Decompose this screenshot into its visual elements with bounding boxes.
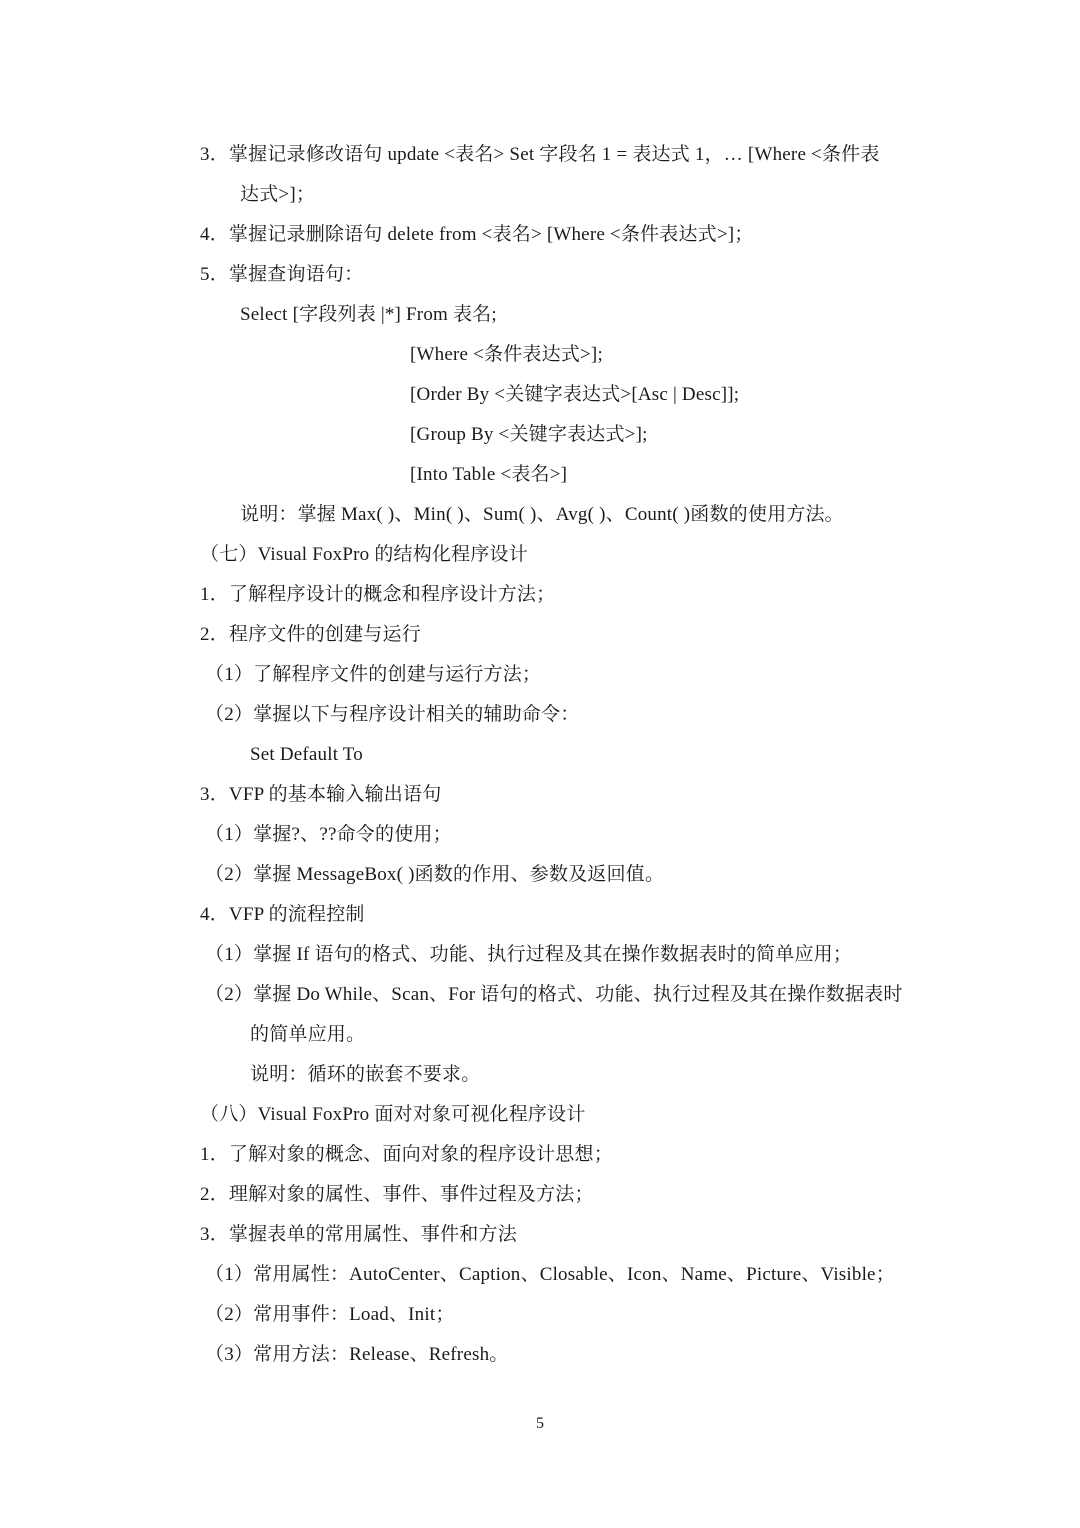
- section-seven-item-2: 2．程序文件的创建与运行: [200, 624, 421, 645]
- update-statement-line-1: 3．掌握记录修改语句 update <表名> Set 字段名 1 = 表达式 1，… [Where <条件表: [200, 144, 880, 165]
- section-seven-item-2-sub-1: （1）了解程序文件的创建与运行方法；: [205, 664, 542, 685]
- where-clause: [Where <条件表达式>];: [410, 344, 603, 365]
- update-statement-line-2: 达式>]；: [240, 184, 316, 205]
- section-seven-item-3-sub-1: （1）掌握?、??命令的使用；: [205, 824, 452, 845]
- section-eight-item-2: 2．理解对象的属性、事件、事件过程及方法；: [200, 1184, 594, 1205]
- section-seven-item-4-sub-2-line-2: 的简单应用。: [250, 1024, 366, 1045]
- select-clause: Select [字段列表 |*] From 表名;: [240, 304, 497, 325]
- page-number: 5: [536, 1415, 544, 1432]
- section-eight-item-3-sub-1: （1）常用属性：AutoCenter、Caption、Closable、Icon、Name、Picture、Visible；: [205, 1264, 895, 1285]
- section-eight-item-3-sub-3: （3）常用方法：Release、Refresh。: [205, 1344, 509, 1365]
- section-seven-item-3: 3．VFP 的基本输入输出语句: [200, 784, 442, 805]
- section-seven-heading: （七）Visual FoxPro 的结构化程序设计: [200, 544, 528, 565]
- query-statement-heading: 5．掌握查询语句：: [200, 264, 364, 285]
- into-table-clause: [Into Table <表名>]: [410, 464, 568, 485]
- section-eight-item-1: 1．了解对象的概念、面向对象的程序设计思想；: [200, 1144, 613, 1165]
- section-eight-item-3: 3．掌握表单的常用属性、事件和方法: [200, 1224, 517, 1245]
- section-seven-item-4: 4．VFP 的流程控制: [200, 904, 365, 925]
- section-eight-item-3-sub-2: （2）常用事件：Load、Init；: [205, 1304, 455, 1325]
- section-seven-item-4-sub-2-line-1: （2）掌握 Do While、Scan、For 语句的格式、功能、执行过程及其在操作数据表时: [205, 984, 903, 1005]
- section-seven-item-1: 1．了解程序设计的概念和程序设计方法；: [200, 584, 556, 605]
- section-seven-item-2-sub-2: （2）掌握以下与程序设计相关的辅助命令：: [205, 704, 580, 725]
- section-seven-item-4-sub-1: （1）掌握 If 语句的格式、功能、执行过程及其在操作数据表时的简单应用；: [205, 944, 853, 965]
- group-by-clause: [Group By <关键字表达式>];: [410, 424, 648, 445]
- delete-statement-line: 4．掌握记录删除语句 delete from <表名> [Where <条件表达式>]；: [200, 224, 754, 245]
- aggregate-functions-note: 说明：掌握 Max( )、Min( )、Sum( )、Avg( )、Count( )函数的使用方法。: [240, 504, 844, 525]
- set-default-command: Set Default To: [250, 744, 363, 765]
- section-eight-heading: （八）Visual FoxPro 面对对象可视化程序设计: [200, 1104, 586, 1125]
- order-by-clause: [Order By <关键字表达式>[Asc | Desc]];: [410, 384, 740, 405]
- loop-nesting-note: 说明：循环的嵌套不要求。: [250, 1064, 481, 1085]
- section-seven-item-3-sub-2: （2）掌握 MessageBox( )函数的作用、参数及返回值。: [205, 864, 665, 885]
